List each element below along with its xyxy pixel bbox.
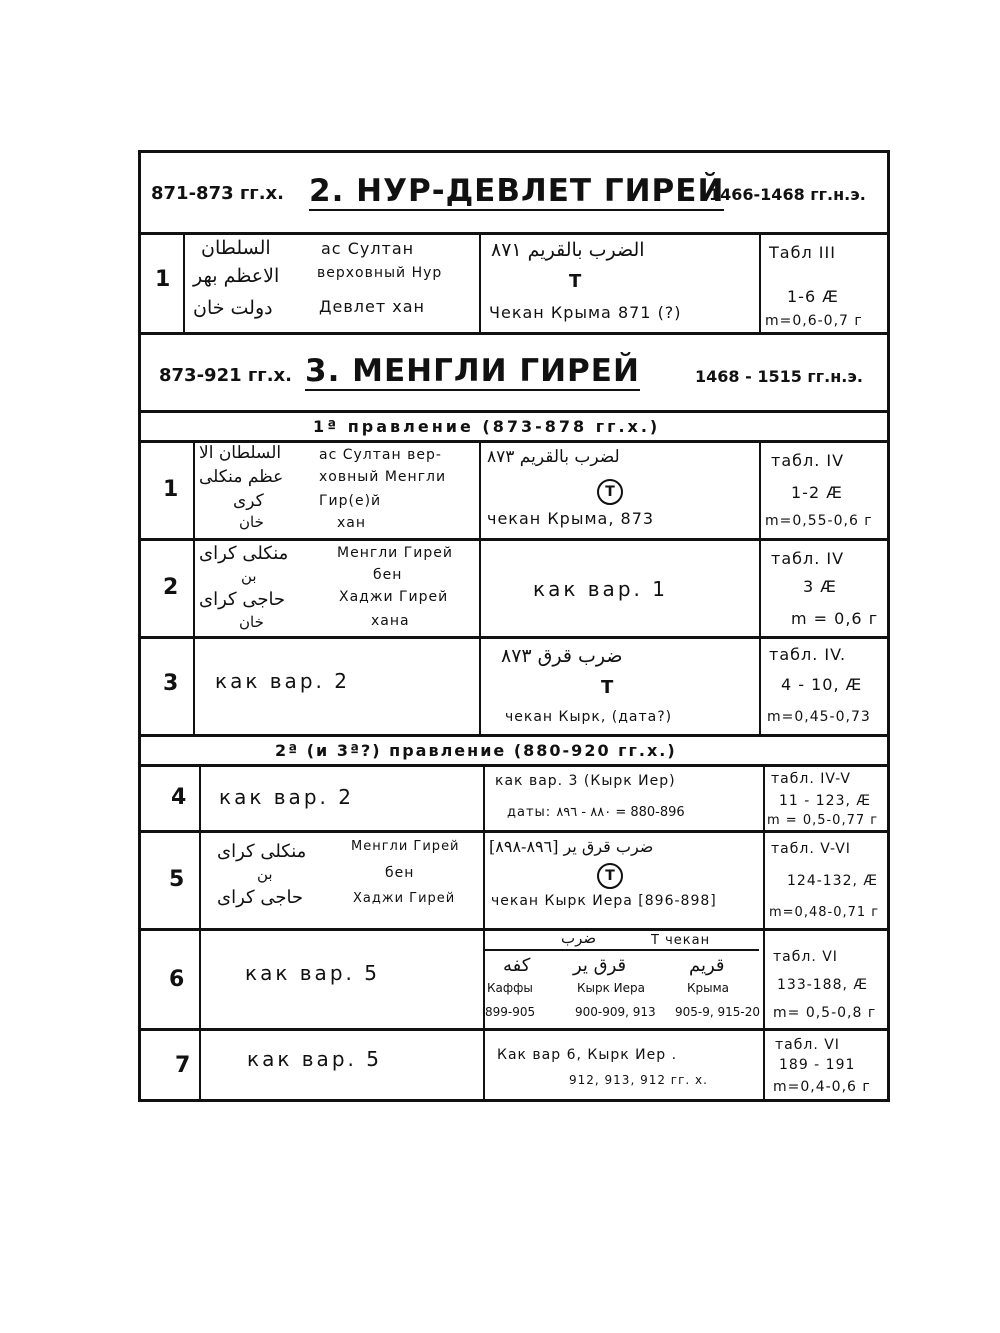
reign-1-heading	[141, 413, 887, 443]
obverse-arabic-line: عظم منكلى	[199, 467, 284, 487]
mengli-dates-ce: 1468 - 1515 гг.н.э.	[695, 367, 863, 386]
coin-mass: m=0,4-0,6 г	[773, 1079, 871, 1095]
row-number: 4	[171, 785, 187, 810]
obverse-arabic-line: خان	[239, 613, 264, 631]
catalog-numbers: 124-132, Æ	[787, 873, 879, 889]
reverse-top-russian: Т чекан	[651, 933, 711, 948]
reverse-dates: даты: ٨٨٠ - ٨٩٦ = 880-896	[507, 805, 685, 820]
mengli-header	[141, 335, 887, 413]
obverse-russian-line: хана	[371, 613, 410, 629]
plate-reference: табл. IV-V	[771, 771, 851, 787]
reverse-same-as: как вар. 1	[533, 577, 668, 601]
mengli-row-5	[141, 833, 887, 931]
obverse-russian-line: ас Султан	[321, 239, 415, 258]
coin-mass: m=0,48-0,71 г	[769, 905, 880, 920]
row-number: 2	[163, 575, 179, 600]
obverse-russian-line: бен	[373, 567, 403, 583]
obverse-russian-line: Менгли Гирей	[351, 839, 460, 854]
tamga-icon: Т	[597, 863, 623, 889]
mengli-row-4	[141, 767, 887, 833]
obverse-russian-line: бен	[385, 865, 415, 881]
plate-reference: табл. IV.	[769, 645, 847, 664]
row-number: 3	[163, 671, 179, 696]
mengli-row-2	[141, 541, 887, 639]
obverse-arabic-line: دولت خان	[193, 297, 273, 319]
catalog-numbers: 3 Æ	[803, 577, 837, 596]
coin-catalog-table	[138, 150, 890, 1102]
obverse-same-as: как вар. 5	[247, 1047, 382, 1071]
obverse-russian-line: Менгли Гирей	[337, 545, 453, 561]
mint-arabic: قريم	[689, 955, 725, 976]
reverse-note: Как вар 6, Кырк Иер .	[497, 1047, 678, 1063]
obverse-arabic-line: منكلى كراى	[199, 543, 289, 564]
row-number: 1	[155, 267, 171, 292]
obverse-russian-line: Девлет хан	[319, 297, 425, 316]
obverse-arabic-line: حاجى كراى	[217, 887, 304, 908]
row-number: 7	[175, 1053, 191, 1078]
reverse-arabic: ضرب قرق ٨٧٣	[501, 645, 623, 667]
coin-mass: m=0,6-0,7 г	[765, 313, 863, 329]
tamga-icon: Т	[597, 479, 623, 505]
plate-reference: Табл III	[769, 243, 836, 262]
reverse-arabic: لضرب بالقريم ٨٧٣	[487, 447, 620, 467]
reverse-russian: чекан Крыма, 873	[487, 509, 655, 528]
mint-dates: 905-9, 915-20	[675, 1005, 761, 1019]
catalog-numbers: 4 - 10, Æ	[781, 675, 863, 694]
coin-mass: m = 0,5-0,77 г	[767, 813, 879, 828]
nur-dates-ce: 1466-1468 гг.н.э.	[709, 185, 866, 204]
obverse-russian-line: Гир(е)й	[319, 493, 382, 509]
reverse-dates: 912, 913, 912 гг. х.	[569, 1073, 708, 1087]
tamga-icon: Т	[601, 677, 614, 698]
reign-1-label: 1ª правление (873-878 гг.х.)	[313, 417, 661, 436]
mengli-title: 3. МЕНГЛИ ГИРЕЙ	[305, 353, 640, 389]
mengli-row-3	[141, 639, 887, 737]
coin-mass: m = 0,6 г	[791, 609, 879, 628]
catalog-numbers: 133-188, Æ	[777, 977, 869, 993]
reign-2-heading	[141, 737, 887, 767]
obverse-russian-line: хан	[337, 515, 367, 531]
plate-reference: табл. IV	[771, 451, 845, 470]
obverse-same-as: как вар. 2	[215, 669, 350, 693]
nur-title: 2. НУР-ДЕВЛЕТ ГИРЕЙ	[309, 173, 725, 209]
row-number: 6	[169, 967, 185, 992]
obverse-same-as: как вар. 5	[245, 961, 380, 985]
nur-dates-hijri: 871-873 гг.х.	[151, 183, 284, 204]
obverse-arabic-line: حاجى كراى	[199, 589, 286, 610]
reverse-russian: Чекан Крыма 871 (?)	[489, 303, 682, 322]
obverse-arabic-line: خان	[239, 513, 264, 531]
reverse-arabic: الضرب بالقريم ٨٧١	[491, 239, 645, 261]
nur-row-1	[141, 235, 887, 335]
reign-2-label: 2ª (и 3ª?) правление (880-920 гг.х.)	[275, 741, 677, 760]
obverse-arabic-line: السلطان الا	[199, 443, 282, 463]
mint-russian: Каффы	[487, 981, 533, 995]
obverse-arabic-line: منكلى كراى	[217, 841, 307, 862]
coin-mass: m=0,45-0,73	[767, 709, 871, 725]
obverse-arabic-line: بن	[257, 865, 273, 883]
mengli-row-1	[141, 443, 887, 541]
catalog-numbers: 1-2 Æ	[791, 483, 843, 502]
mengli-row-7	[141, 1031, 887, 1102]
tamga-icon: Т	[569, 271, 582, 292]
obverse-arabic-line: كرى	[233, 491, 264, 511]
mint-russian: Крыма	[687, 981, 730, 995]
obverse-arabic-line: الاعظم بهر	[193, 265, 280, 287]
row-number: 1	[163, 477, 179, 502]
obverse-russian-line: ховный Менгли	[319, 469, 447, 485]
obverse-russian-line: Хаджи Гирей	[339, 589, 449, 605]
plate-reference: табл. VI	[775, 1037, 840, 1053]
catalog-numbers: 11 - 123, Æ	[779, 793, 872, 809]
reverse-top-arabic: ضرب	[561, 929, 597, 947]
mint-russian: Кырк Иера	[577, 981, 646, 995]
mint-arabic: كفه	[503, 955, 531, 976]
nur-devlet-header	[141, 153, 887, 235]
obverse-arabic-line: السلطان	[201, 237, 271, 259]
reverse-arabic: ضرب قرق ير [٨٩٦-٨٩٨]	[489, 837, 654, 856]
reverse-note: как вар. 3 (Кырк Иер)	[495, 773, 676, 789]
catalog-numbers: 1-6 Æ	[787, 287, 839, 306]
obverse-same-as: как вар. 2	[219, 785, 354, 809]
obverse-russian-line: Хаджи Гирей	[353, 891, 456, 906]
obverse-russian-line: верховный Нур	[317, 265, 443, 281]
coin-mass: m= 0,5-0,8 г	[773, 1005, 877, 1021]
mint-dates: 900-909, 913	[575, 1005, 656, 1019]
mint-dates: 899-905	[485, 1005, 536, 1019]
mint-arabic: قرق ير	[573, 955, 627, 976]
mengli-row-6	[141, 931, 887, 1031]
reverse-russian: чекан Кырк, (дата?)	[505, 709, 673, 725]
obverse-arabic-line: بن	[241, 567, 257, 585]
plate-reference: табл. V-VI	[771, 841, 851, 857]
reverse-russian: чекан Кырк Иера [896-898]	[491, 893, 717, 909]
plate-reference: табл. IV	[771, 549, 845, 568]
plate-reference: табл. VI	[773, 949, 838, 965]
obverse-russian-line: ас Султан вер-	[319, 447, 442, 463]
catalog-numbers: 189 - 191	[779, 1057, 856, 1073]
row-number: 5	[169, 867, 185, 892]
mengli-dates-hijri: 873-921 гг.х.	[159, 365, 292, 386]
coin-mass: m=0,55-0,6 г	[765, 513, 873, 529]
